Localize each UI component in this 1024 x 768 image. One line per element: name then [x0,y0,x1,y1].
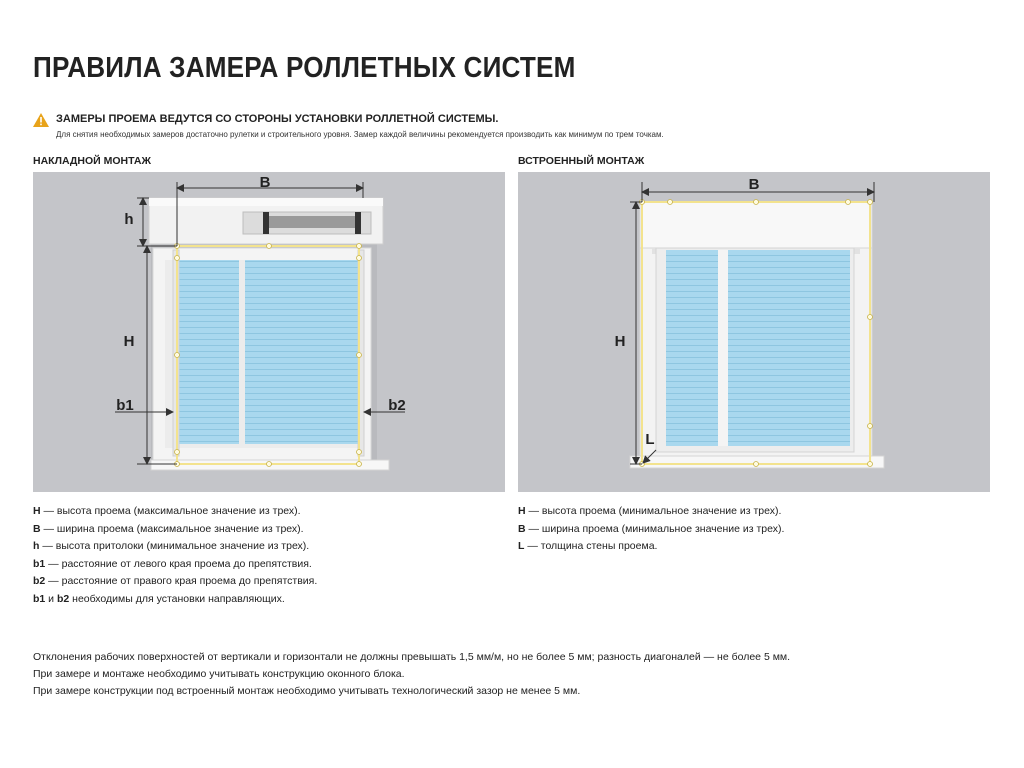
label-H: H [123,333,135,350]
note-line: При замере и монтаже необходимо учитывать конструкцию оконного блока. [33,668,405,680]
legend-line: B — ширина проема (максимальное значение из трех). [33,522,304,535]
warning-title: ЗАМЕРЫ ПРОЕМА ВЕДУТСЯ СО СТОРОНЫ УСТАНОВКИ РОЛЛЕТНОЙ СИСТЕМЫ. [56,113,499,125]
label-L: L [645,431,655,448]
label-B: B [259,174,271,191]
legend-line: H — высота проема (минимальное значение из трех). [518,505,782,517]
legend-line: b1 и b2 необходимы для установки направляющих. [33,592,285,605]
label-b2: b2 [388,397,406,414]
overlay-mount-heading: НАКЛАДНОЙ МОНТАЖ [33,155,151,167]
legend-line: b1 — расстояние от левого края проема до препятствия. [33,557,312,570]
legend-line: B — ширина проема (минимальное значение из трех). [518,522,785,535]
note-line: При замере конструкции под встроенный монтаж необходимо учитывать технологический зазор не менее 5 мм. [33,685,581,697]
label-h: h [124,211,134,228]
label-B: B [748,176,760,193]
legend-line: h — высота притолоки (минимальное значение из трех). [33,540,310,553]
overlay-mount-diagram [33,172,505,492]
legend-line: L — толщина стены проема. [518,540,658,553]
note-line: Отклонения рабочих поверхностей от вертикали и горизонтали не должны превышать 1,5 мм/м, но не более 5 мм; разность диагоналей — не более 5 мм. [33,651,791,663]
glass-pane-left [179,260,239,444]
overlay-legend [33,503,317,609]
legend-line: b2 — расстояние от правого края проема до препятствия. [33,575,318,588]
warning-triangle-icon [33,113,49,127]
legend-line: H — высота проема (максимальное значение из трех). [33,505,301,517]
built-in-legend [518,503,784,556]
warning-subtitle: Для снятия необходимых замеров достаточно рулетки и строительного уровня. Замер каждой величины рекомендуется производить как минимум по трем точкам. [56,130,664,139]
built-in-mount-heading: ВСТРОЕННЫЙ МОНТАЖ [518,155,645,167]
page-title: ПРАВИЛА ЗАМЕРА РОЛЛЕТНЫХ СИСТЕМ [33,52,576,84]
label-b1: b1 [116,397,134,414]
glass-pane-left [666,250,718,446]
roller-box [640,202,872,248]
glass-pane-right [245,260,359,444]
label-H: H [614,333,626,350]
built-in-mount-diagram [518,172,990,492]
notes [33,649,790,700]
glass-pane-right [728,250,850,446]
